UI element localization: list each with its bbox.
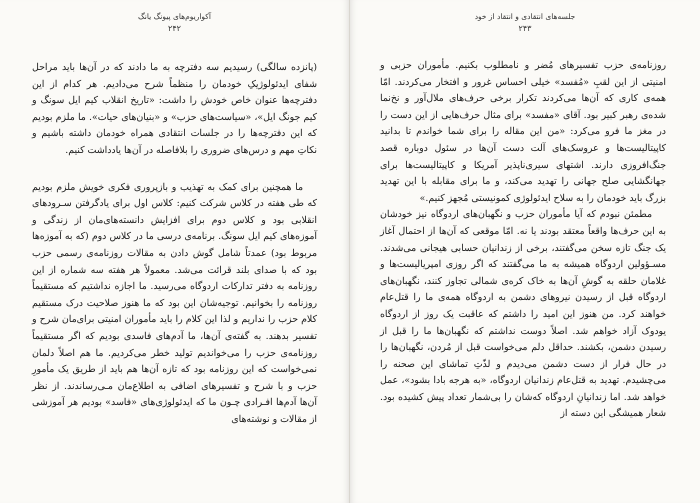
left-page-body bbox=[32, 60, 317, 428]
right-page bbox=[350, 0, 700, 503]
paragraph: مطمئن نبودم که آیا مأموران حزب و نگهبان‌های اردوگاه نیز خودشان به این حرف‌ها واقعاً معتقد بودند یا نه. امّا موقعی که آن‌ها از احتمال آغاز یک جنگ تازه سخن می‌گفتند، برخی از زندانیان حسابی هیجانی می‌شدند. مسـؤولین اردوگاه همیشه به ما می‌گفتند که اگر روزی امپریالیست‌ها و غلامان حلقه به گوشِ آن‌ها به خاک کره‌ی شمالی تجاوز کنند، نگهبان‌های اردوگاه قبل از رسیدن نیروهای دشمن به اردوگاه همه‌ی ما را قتل‌عام خواهند کرد. من هنوز این امید را داشتم که عاقبت یک روز از اردوگاه یودوک آزاد خواهم شد. اصلاً دوست نداشتم که نگهبان‌ها ما را قبل از رسیدن دشمن، بکشند. حداقل دلم می‌خواست قبل از مُردن، نگهبان‌ها را در حال فرار از دست دشمن می‌دیدم و لذّتِ تماشای این صحنه را می‌چشیدم. تهدید به قتل‌عام زندانیان اردوگاه، «به هرجه بادا بشود»، عمل خواهد شد. اما زندانیانِ اردوگاه که‌شان را بی‌شمار تعداد پیش کشیده بود. شعار همیشگی این دسته از bbox=[380, 209, 666, 420]
right-page-body bbox=[380, 58, 666, 423]
left-running-head: آکواریوم‌های پیونگ یانگ bbox=[138, 12, 211, 21]
paragraph: (پانزده سالگی) رسیدیم سه دفترچه به ما دادند که در آن‌ها باید مراحل شفای ایدئولوژیکِ خودمان را منظماً شرح می‌دادیم. هر کدام از این دفترچه‌ها عنوان خاص خودش را داشت: «تاریخ انقلاب کیم ایل سونگ و کیم جونگ ایل»، «سیاست‌های حزب» و «بنیان‌های حیات». ما ملزم بودیم که این دفترچه‌ها را در جلسات انتقادی همراه خودمان داشته باشیم و نکاتِ مهم و درس‌های ضروری را بلافاصله در آن‌ها یادداشت کنیم. bbox=[32, 62, 317, 156]
paragraph: ما همچنین برای کمک به تهذیب و بازپروری فکری خویش ملزم بودیم که طی هفته در کلاس شرکت کنیم: کلاس اول برای یادگرفتن سـرودهای انقلابی بود و کلاس دوم برای افزایش دانسته‌های‌مان از زندگی و آموزه‌های کیم ایل سونگ. برنامه‌ی درسی ما در کلاس دوم (که به آموزه‌ها مربوط بود) عمدتاً شامل گوش دادن به مقالات روزنامه‌ی رسمی حزب بود که با صدای بلند قرائت می‌شد. معمولاً هر هفته سه شماره از این روزنامه به دفتر تدارکات اردوگاه می‌رسید. ما اجازه نداشتیم که مستقیماً روزنامه را بخوانیم. توجیه‌شان این بود که ما هنوز صلاحیت درک مستقیم کلام حزب را نداریم و لذا این کلام را باید مأموران امنیتی برای‌مان شرح و تفسیر بدهند. به گفته‌ی آن‌ها، ما آدم‌های فاسدی بودیم که اگر مستقیماً روزنامه‌ی حزب را می‌خواندیم تولید خطر می‌کردیم. ما هم اصلاً دلمان نمی‌خواست که این روزنامه بود که تازه آن‌ها هم باید از طریق یک مأمورِ حزب و با شرح و تفسیرهای اضافی به اطلاع‌مان مـی‌رساندند. از نظر آن‌ها آدم‌ها افـرادی چـون ما که ایدئولوژی‌های «فاسد» بودیم هر آموزشی از مقالات و نوشته‌های bbox=[32, 181, 317, 425]
left-page-number: ۲۴۲ bbox=[168, 24, 181, 33]
right-page-number: ۲۴۳ bbox=[518, 24, 532, 33]
paragraph: روزنامه‌ی حزب تفسیرهای مُضر و نامطلوب بکنیم. مأموران حزبی و امنیتی از این لقبِ «مُفسد» خیلی احساس غرور و افتخار می‌کردند. امّا همه‌ی کاری که آن‌ها می‌کردند تکرار برخی حرف‌های ملال‌آور و نخ‌نما شده‌ی رهبر کبیر بود. آقای «مفسد» برای مثال حرف‌هایی از این دست را در مغز ما فرو می‌کرد: «من این مقاله را برای شما خواندم تا بدانید کاپیتالیست‌ها و عروسک‌های آلت دست آن‌ها در سئول دوباره قصد جنگ‌افروزی دارند. اشتهای سیری‌ناپذیر آمریکا و کاپیتالیست‌ها برای جهانگشایی صلح جهانی را تهدید می‌کند، و ما برای مقابله با این تهدید بزرگ باید خودمان را به سلاح ایدئولوژی کمونیستی مُجهز کنیم.» bbox=[380, 60, 666, 204]
right-running-head: جلسه‌های انتقادی و انتقاد از خود bbox=[474, 12, 576, 21]
